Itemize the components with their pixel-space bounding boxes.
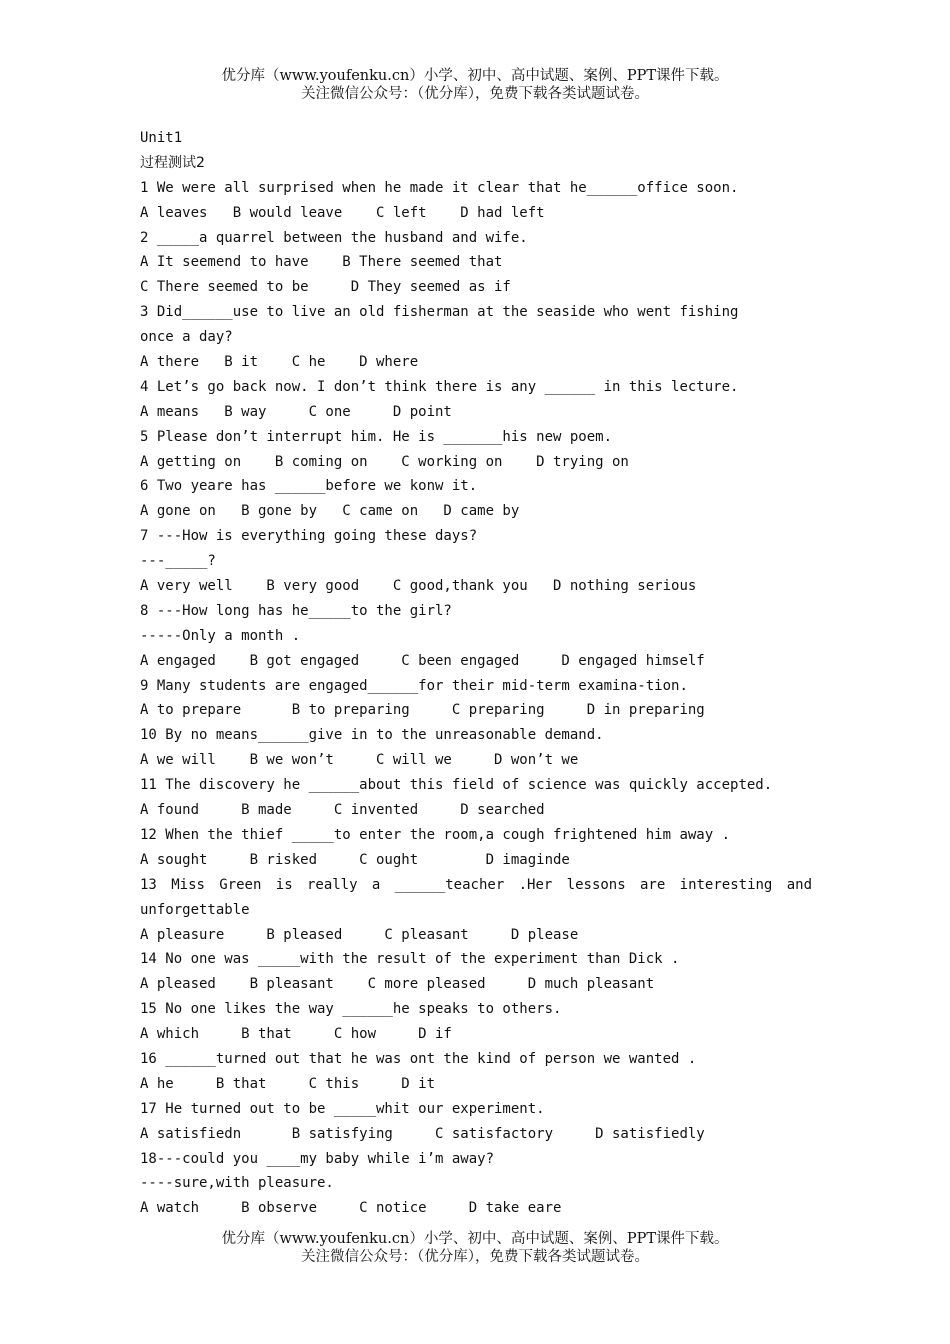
- page-footer: [0, 1230, 950, 1266]
- question-17: 17 He turned out to be _____whit our experiment.: [140, 1100, 545, 1117]
- options-8: A engaged B got engaged C been engaged D engaged himself: [140, 652, 705, 669]
- options-9: A to prepare B to preparing C preparing D in preparing: [140, 702, 705, 719]
- options-15: A which B that C how D if: [140, 1026, 452, 1043]
- question-16: 16 ______turned out that he was ont the kind of person we wanted .: [140, 1050, 697, 1067]
- options-12: A sought B risked C ought D imaginde: [140, 851, 570, 868]
- footer-line-2: 关注微信公众号：（优分库），免费下载各类试题试卷。: [301, 1249, 649, 1265]
- question-18: 18---could you ____my baby while i’m away?: [140, 1150, 495, 1167]
- options-6: A gone on B gone by C came on D came by: [140, 503, 520, 520]
- question-3: 3 Did______use to live an old fisherman at the seaside who went fishing: [140, 304, 739, 321]
- options-4: A means B way C one D point: [140, 403, 452, 420]
- question-10: 10 By no means______give in to the unreasonable demand.: [140, 727, 604, 744]
- footer-line-1: 优分库（www.youfenku.cn）小学、初中、高中试题、案例、PPT课件下载。: [221, 1231, 729, 1247]
- question-7: 7 ---How is everything going these days?: [140, 528, 478, 545]
- question-8-reply: -----Only a month .: [140, 627, 301, 644]
- options-1: A leaves B would leave C left D had left: [140, 204, 545, 221]
- question-8: 8 ---How long has he_____to the girl?: [140, 602, 452, 619]
- question-14: 14 No one was _____with the result of the experiment than Dick .: [140, 951, 680, 968]
- question-2: 2 _____a quarrel between the husband and wife.: [140, 229, 528, 246]
- question-9: 9 Many students are engaged______for their mid-term examina-tion.: [140, 677, 688, 694]
- question-15: 15 No one likes the way ______he speaks to others.: [140, 1001, 562, 1018]
- page-header: [0, 67, 950, 103]
- question-7-reply: ---_____?: [140, 553, 216, 570]
- options-2b: C There seemed to be D They seemed as if: [140, 279, 511, 296]
- options-16: A he B that C this D it: [140, 1075, 436, 1092]
- question-1: 1 We were all surprised when he made it clear that he______office soon.: [140, 179, 739, 196]
- options-5: A getting on B coming on C working on D trying on: [140, 453, 629, 470]
- test-subtitle: 过程测试2: [140, 154, 205, 171]
- question-11: 11 The discovery he ______about this field of science was quickly accepted.: [140, 777, 773, 794]
- options-18: A watch B observe C notice D take eare: [140, 1200, 562, 1217]
- question-13-cont: unforgettable: [140, 901, 250, 918]
- question-12: 12 When the thief _____to enter the room,a cough frightened him away .: [140, 826, 731, 843]
- question-5: 5 Please don’t interrupt him. He is _______his new poem.: [140, 428, 613, 445]
- document-body: [140, 126, 812, 1221]
- options-10: A we will B we won’t C will we D won’t we: [140, 752, 579, 769]
- options-14: A pleased B pleasant C more pleased D much pleasant: [140, 976, 655, 993]
- options-3: A there B it C he D where: [140, 354, 419, 371]
- options-17: A satisfiedn B satisfying C satisfactory D satisfiedly: [140, 1125, 705, 1142]
- question-13: 13 Miss Green is really a ______teacher .Her lessons are interesting and: [140, 876, 812, 893]
- header-line-2: 关注微信公众号：（优分库），免费下载各类试题试卷。: [301, 86, 649, 102]
- question-3-cont: once a day?: [140, 329, 233, 346]
- header-line-1: 优分库（www.youfenku.cn）小学、初中、高中试题、案例、PPT课件下载。: [221, 68, 729, 84]
- options-11: A found B made C invented D searched: [140, 802, 545, 819]
- options-2a: A It seemend to have B There seemed that: [140, 254, 503, 271]
- question-6: 6 Two yeare has ______before we konw it.: [140, 478, 478, 495]
- unit-title: Unit1: [140, 130, 183, 146]
- question-4: 4 Let’s go back now. I don’t think there is any ______ in this lecture.: [140, 378, 739, 395]
- question-18-reply: ----sure,with pleasure.: [140, 1175, 334, 1192]
- options-13: A pleasure B pleased C pleasant D please: [140, 926, 579, 943]
- options-7: A very well B very good C good,thank you D nothing serious: [140, 578, 697, 595]
